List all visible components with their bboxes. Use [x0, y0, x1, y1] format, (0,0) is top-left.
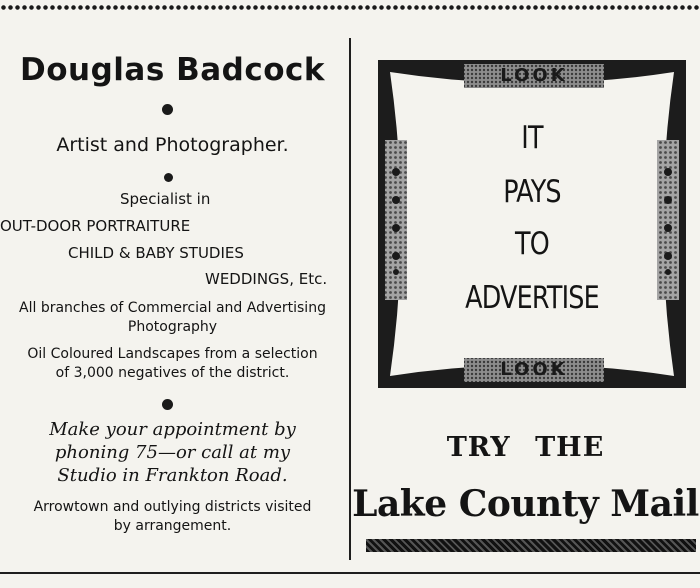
- try-the-heading: TRY THE: [446, 432, 605, 463]
- arrowtown-line-1: Arrowtown and outlying districts visited: [33, 499, 312, 515]
- commercial-line-1: All branches of Commercial and Advertising: [19, 300, 326, 316]
- advertiser-title: Artist and Photographer.: [56, 134, 289, 156]
- frame-border: [378, 60, 686, 388]
- slogan-line-4: ADVERTISE: [465, 280, 599, 316]
- bullet-dot-2: [164, 173, 173, 182]
- look-right-panel: [657, 140, 679, 300]
- commercial-text: [0, 299, 345, 337]
- slogan-line-1: IT: [521, 120, 543, 156]
- service-outdoor: OUT-DOOR PORTRAITURE: [0, 217, 191, 235]
- service-child: CHILD & BABY STUDIES: [68, 244, 244, 262]
- look-top-label: LOOK: [500, 65, 568, 86]
- appointment-line-1: Make your appointment by: [49, 419, 296, 440]
- slogan-line-2: PAYS: [503, 174, 561, 210]
- appointment-line-3: Studio in Frankton Road.: [57, 465, 288, 486]
- landscapes-line-2: of 3,000 negatives of the district.: [55, 365, 290, 381]
- look-frame: [378, 60, 686, 388]
- commercial-line-2: Photography: [127, 319, 218, 335]
- slogan-line-3: TO: [515, 226, 549, 262]
- newspaper-name: Lake County Mail: [352, 483, 699, 525]
- bullet-dot-3: [162, 399, 173, 410]
- frame-graphic: [378, 60, 686, 388]
- service-weddings: WEDDINGS, Etc.: [205, 270, 328, 288]
- appointment-text: [0, 418, 345, 487]
- dotted-top-border: [0, 0, 700, 18]
- column-divider: [349, 38, 351, 560]
- arrowtown-line-2: by arrangement.: [113, 518, 232, 534]
- arrowtown-text: [0, 498, 345, 536]
- landscapes-line-1: Oil Coloured Landscapes from a selection: [27, 346, 318, 362]
- landscapes-text: [0, 345, 345, 383]
- bottom-rule: [0, 572, 700, 574]
- advertiser-name: Douglas Badcock: [20, 52, 325, 88]
- look-left-panel: [385, 140, 407, 300]
- appointment-line-2: phoning 75—or call at my: [54, 442, 291, 463]
- specialist-heading: Specialist in: [120, 190, 211, 208]
- hatched-underline: [366, 539, 696, 552]
- look-bottom-label: LOOK: [500, 359, 568, 380]
- bullet-dot-1: [162, 104, 173, 115]
